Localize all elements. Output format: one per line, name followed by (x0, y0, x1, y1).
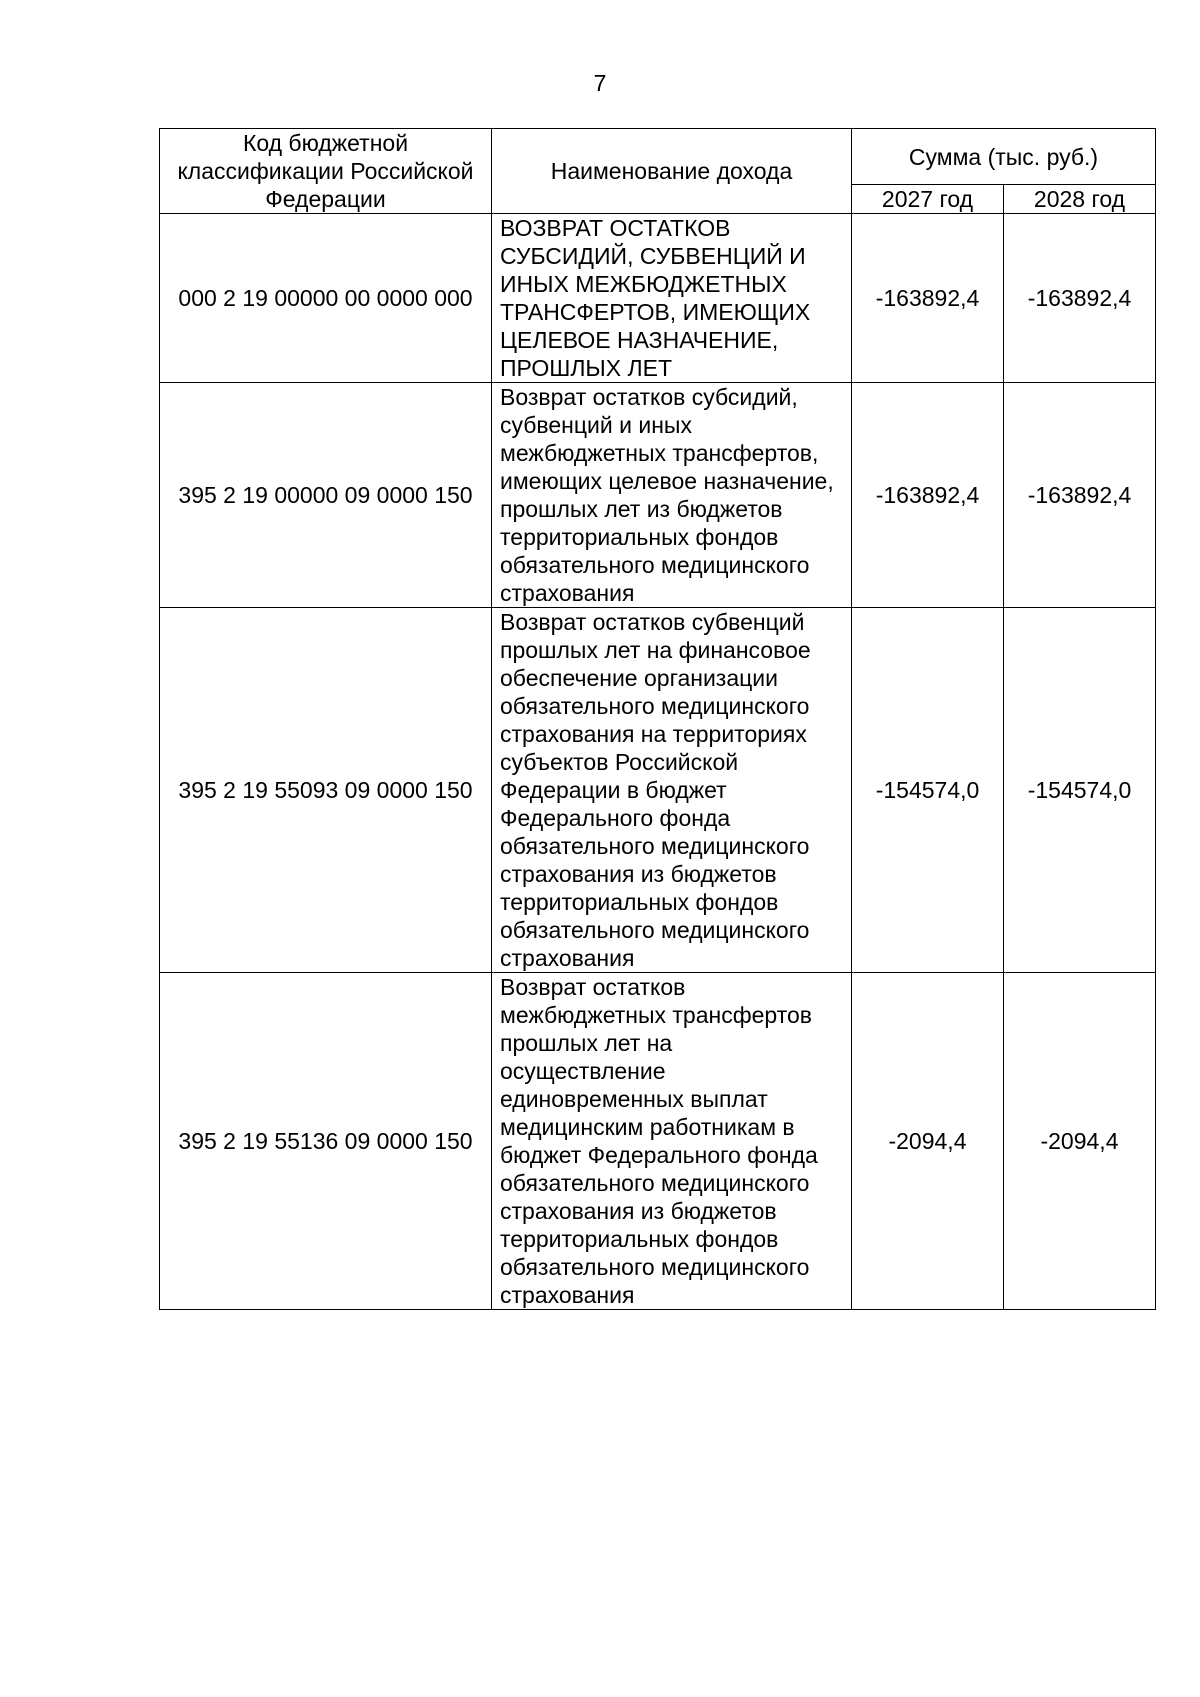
amount-2028: -154574,0 (1004, 608, 1156, 973)
amount-2028: -163892,4 (1004, 383, 1156, 608)
budget-code: 395 2 19 00000 09 0000 150 (160, 383, 492, 608)
header-year-2028: 2028 год (1004, 185, 1156, 214)
table-row (160, 214, 1156, 383)
amount-2027: -2094,4 (852, 973, 1004, 1310)
amount-2027: -163892,4 (852, 383, 1004, 608)
revenue-name: ВОЗВРАТ ОСТАТКОВ СУБСИДИЙ, СУБВЕНЦИЙ И ИНЫХ МЕЖБЮДЖЕТНЫХ ТРАНСФЕРТОВ, ИМЕЮЩИХ ЦЕЛЕВОЕ НАЗНАЧЕНИЕ, ПРОШЛЫХ ЛЕТ (492, 214, 852, 383)
amount-2028: -163892,4 (1004, 214, 1156, 383)
header-sum: Сумма (тыс. руб.) (852, 129, 1156, 185)
revenue-name: Возврат остатков субсидий, субвенций и иных межбюджетных трансфертов, имеющих целевое назначение, прошлых лет из бюджетов территориальных фондов обязательного медицинского страхования (492, 383, 852, 608)
revenue-table (159, 128, 1156, 1310)
budget-code: 000 2 19 00000 00 0000 000 (160, 214, 492, 383)
header-name: Наименование дохода (492, 129, 852, 214)
table-row (160, 383, 1156, 608)
revenue-name: Возврат остатков субвенций прошлых лет на финансовое обеспечение организации обязательного медицинского страхования на территориях субъектов Российской Федерации в бюджет Федерального фонда обязательного медицинского страхования из бюджетов территориальных фондов обязательного медицинского страхования (492, 608, 852, 973)
amount-2027: -154574,0 (852, 608, 1004, 973)
page-number: 7 (593, 70, 607, 96)
amount-2028: -2094,4 (1004, 973, 1156, 1310)
amount-2027: -163892,4 (852, 214, 1004, 383)
header-code: Код бюджетной классификации Российской Федерации (160, 129, 492, 214)
table-row (160, 973, 1156, 1310)
header-year-2027: 2027 год (852, 185, 1004, 214)
budget-code: 395 2 19 55136 09 0000 150 (160, 973, 492, 1310)
revenue-name: Возврат остатков межбюджетных трансфертов прошлых лет на осуществление единовременных выплат медицинским работникам в бюджет Федерального фонда обязательного медицинского страхования из бюджетов территориальных фондов обязательного медицинского страхования (492, 973, 852, 1310)
budget-code: 395 2 19 55093 09 0000 150 (160, 608, 492, 973)
table-row (160, 608, 1156, 973)
